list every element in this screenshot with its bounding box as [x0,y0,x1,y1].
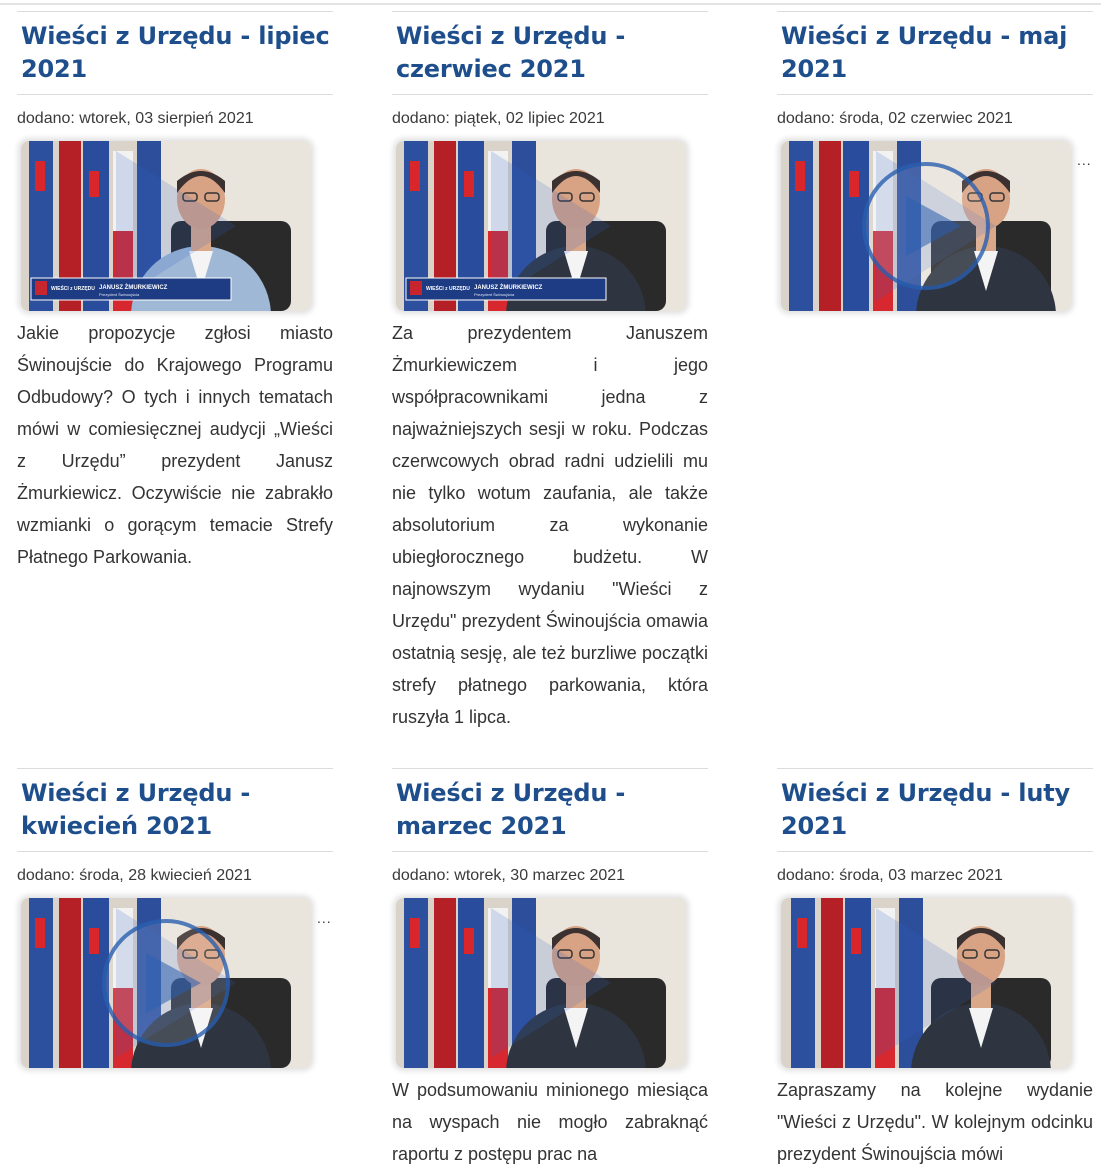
play-icon[interactable] [864,164,988,288]
caption-brand: WIEŚCI z URZĘDU [51,286,95,292]
post-description: Zapraszamy na kolejne wydanie "Wieści z Urzędu". W kolejnym odcinku prezydent Świnoujścia mówi [777,1080,1093,1164]
top-border [0,3,1101,5]
post-date: dodano: piątek, 02 lipiec 2021 [392,110,605,127]
ellipsis-icon[interactable]: ... [317,910,332,926]
video-thumbnail[interactable] [396,141,686,311]
news-card [392,768,708,1170]
caption-role: Prezydent Świnoujścia [99,292,140,297]
thumbnail-image [396,141,686,311]
play-icon[interactable] [104,921,228,1045]
thumbnail-image [396,898,686,1068]
post-title[interactable]: Wieści z Urzędu - maj 2021 [777,12,1093,95]
caption-name: JANUSZ ŻMURKIEWICZ [474,285,543,291]
caption-role: Prezydent Świnoujścia [474,292,515,297]
thumbnail-image [21,141,311,311]
video-thumbnail[interactable] [781,898,1071,1068]
news-card [17,11,333,573]
post-title[interactable]: Wieści z Urzędu - marzec 2021 [392,769,708,852]
post-title[interactable]: Wieści z Urzędu - kwiecień 2021 [17,769,333,852]
video-thumbnail[interactable] [396,898,686,1068]
post-date: dodano: środa, 28 kwiecień 2021 [17,867,252,884]
thumbnail-image [781,898,1071,1068]
post-title[interactable]: Wieści z Urzędu - lipiec 2021 [17,12,333,95]
post-date: dodano: środa, 02 czerwiec 2021 [777,110,1013,127]
post-description: Za prezydentem Januszem Żmurkiewiczem i jego współpracownikami jedna z najważniejszych sesji w roku. Podczas czerwcowych obrad radni udzielili mu nie tylko wotum zaufania, ale także absolutorium za wykonanie ubiegłorocznego budżetu. W najnowszym wydaniu "Wieści z Urzędu" prezydent Świnoujścia omawia ostatnią sesję, ale też burzliwe początki strefy płatnego parkowania, która ruszyła 1 lipca. [392,323,708,727]
post-description: W podsumowaniu minionego miesiąca na wyspach nie mogło zabraknąć raportu z postępu prac na [392,1080,708,1164]
video-thumbnail[interactable] [21,898,311,1068]
news-card [777,11,1093,311]
caption-name: JANUSZ ŻMURKIEWICZ [99,285,168,291]
post-title[interactable]: Wieści z Urzędu - czerwiec 2021 [392,12,708,95]
post-date: dodano: środa, 03 marzec 2021 [777,867,1003,884]
thumbnail-image [21,898,311,1068]
post-title[interactable]: Wieści z Urzędu - luty 2021 [777,769,1093,852]
ellipsis-icon[interactable]: ... [1077,152,1092,168]
post-date: dodano: wtorek, 30 marzec 2021 [392,867,626,884]
video-thumbnail[interactable] [21,141,311,311]
post-date: dodano: wtorek, 03 sierpień 2021 [17,110,254,127]
news-card [777,768,1093,1170]
thumbnail-image [781,141,1071,311]
news-card [392,11,708,733]
post-description: Jakie propozycje zgłosi miasto Świnoujście do Krajowego Programu Odbudowy? O tych i innych tematach mówi w comiesięcznej audycji „Wieści z Urzędu” prezydent Janusz Żmurkiewicz. Oczywiście nie zabrakło wzmianki o gorącym temacie Strefy Płatnego Parkowania. [17,323,333,567]
caption-brand: WIEŚCI z URZĘDU [426,286,470,292]
news-card [17,768,333,1068]
video-thumbnail[interactable] [781,141,1071,311]
